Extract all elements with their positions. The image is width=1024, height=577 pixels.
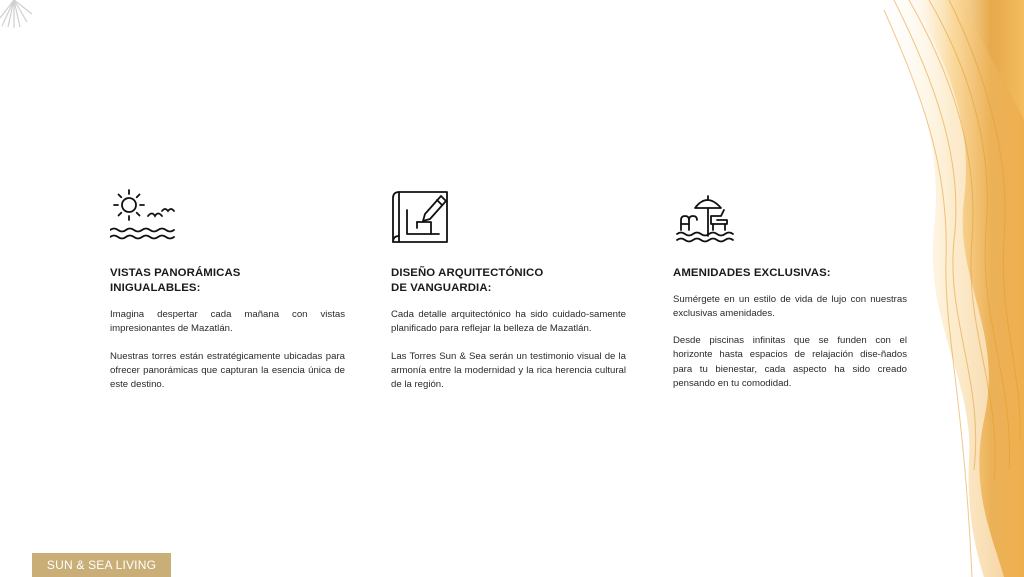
blueprint-pencil-icon (391, 186, 471, 250)
feature-title: DISEÑO ARQUITECTÓNICO DE VANGUARDIA: (391, 267, 544, 294)
feature-diseno (391, 186, 626, 392)
feature-paragraph: Sumérgete en un estilo de vida de lujo con nuestras exclusivas amenidades. (673, 293, 907, 319)
feature-amenidades (673, 186, 907, 391)
pool-umbrella-lounger-icon (673, 186, 753, 250)
corner-burst-ornament (0, 0, 40, 30)
sunset-waves-birds-icon (110, 186, 190, 250)
brand-badge: SUN & SEA LIVING (32, 553, 171, 577)
feature-paragraph: Desde piscinas infinitas que se funden con el horizonte hasta espacios de relajación dise-ñados para tu bienestar, cada aspecto ha sido creado pensando en tu comodidad. (673, 335, 907, 389)
feature-paragraph: Nuestras torres están estratégicamente ubicadas para ofrecer panorámicas que capturan la esencia única de este destino. (110, 350, 345, 391)
feature-paragraph: Las Torres Sun & Sea serán un testimonio visual de la armonía entre la modernidad y la rica herencia cultural de la región. (391, 350, 626, 391)
feature-title: AMENIDADES EXCLUSIVAS: (673, 267, 831, 279)
feature-paragraph: Imagina despertar cada mañana con vistas impresionantes de Mazatlán. (110, 309, 345, 335)
feature-title: VISTAS PANORÁMICAS INIGUALABLES: (110, 267, 241, 294)
feature-paragraph: Cada detalle arquitectónico ha sido cuidado-samente planificado para reflejar la belleza de Mazatlán. (391, 309, 626, 335)
feature-vistas (110, 186, 345, 392)
